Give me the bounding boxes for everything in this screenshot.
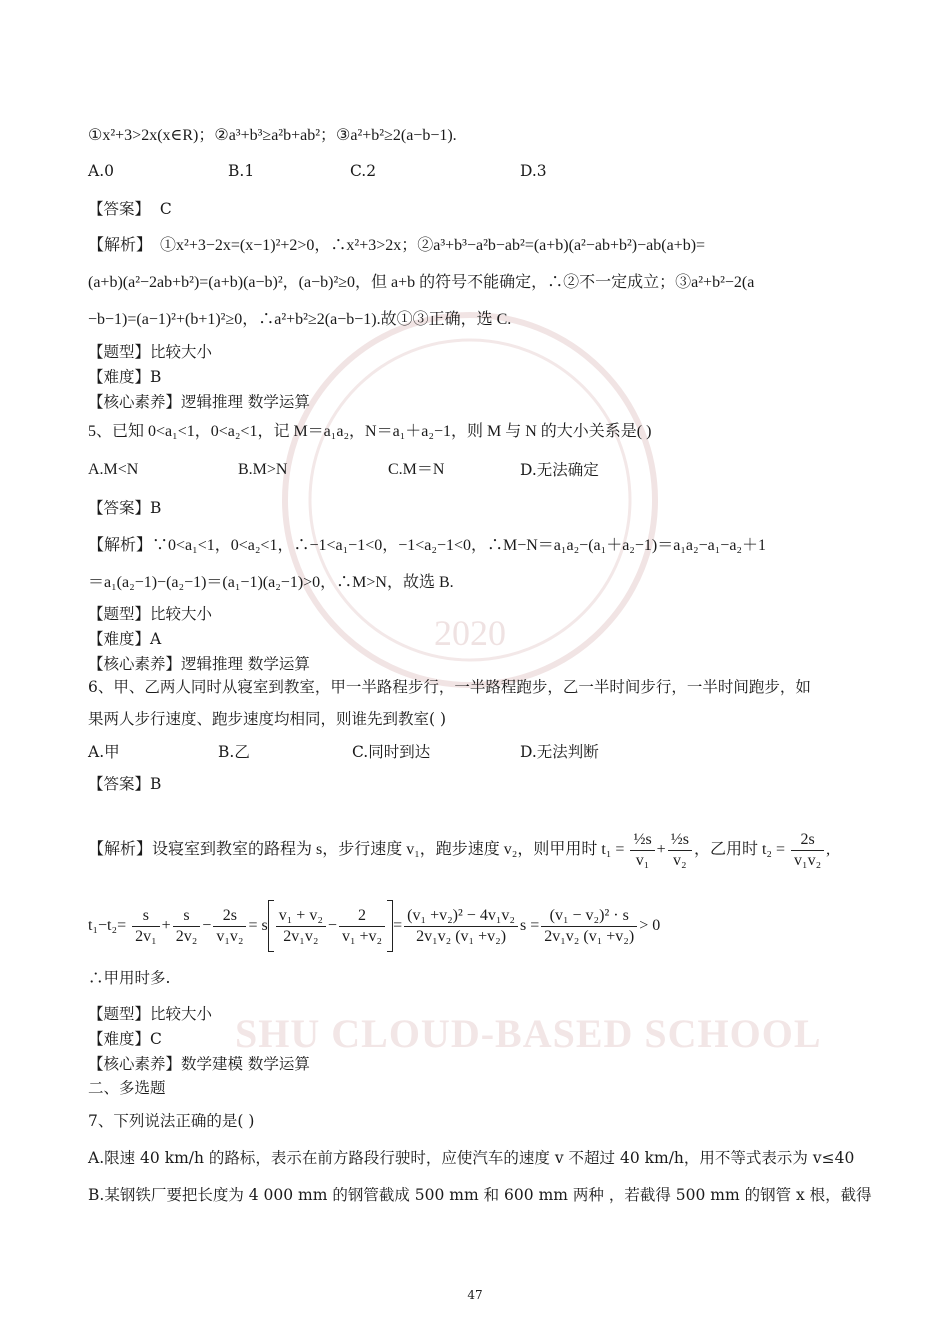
q5-option-c: C.M＝N [388,461,445,478]
watermark-school: SHU CLOUD-BASED SCHOOL [235,1011,822,1056]
q6-solution-line1: 【解析】设寝室到教室的路程为 s，步行速度 v₁，跑步速度 v₂，则甲用时 t₁ = $\frac{\text{½s}}{\text{v₁}}$ + $\frac{\text{½s}}{\text{v₂}}$ ，乙用时 t₂ = $\frac{2s}{\text{v₁v₂}}$ , [88,830,831,869]
q5-difficulty: 【难度】A [88,630,162,648]
q6-answer: 【答案】B [88,775,162,793]
q6-option-a: A.甲 [88,743,120,761]
t1-frac-1: $\frac{\text{½s}}{\text{v₁}}$ [630,830,654,871]
q6-derivation: t₁−t₂= $\frac{s}{\text{2v₁}}$ + $\frac{s}{\text{2v₂}}$ − $\frac{2s}{\text{v₁v₂}}$ = s $\frac{\text{v₁ + v₂}}{\text{2v₁v₂}}$ − $\frac{2}{\text{v₁ +v₂}}$ = $\frac{\text{(v₁ +v₂)² − 4v₁v₂}}{\text{2v₁v₂ (v₁ +v₂)}}$ s = $\frac{\text{(v₁ − v₂)² · s}}{\text{2v₁v₂ (v₁ +v₂)}}$ > 0 [88,898,660,954]
t1-frac-2: $\frac{\text{½s}}{\text{v₂}}$ [668,830,692,871]
t2-frac: $\frac{2s}{\text{v₁v₂}}$ [791,830,824,871]
q6-type: 【题型】比较大小 [88,1005,213,1023]
q6-stem-line2: 果两人步行速度、跑步速度均相同，则谁先到教室( ) [88,710,447,728]
q4-core: 【核心素养】逻辑推理 数学运算 [88,393,310,411]
q5-solution-line1: 【解析】∵0<a₁<1，0<a₂<1，∴−1<a₁−1<0，−1<a₂−1<0，∴M−N＝a₁a₂−(a₁＋a₂−1)＝a₁a₂−a₁−a₂＋1 [88,537,766,554]
q6-option-b: B.乙 [218,743,250,761]
q4-difficulty: 【难度】B [88,368,162,386]
q4-option-a: A.0 [88,162,114,180]
q4-option-d: D.3 [520,162,547,180]
q6-option-d: D.无法判断 [520,743,599,761]
q4-option-b: B.1 [228,162,255,180]
q6-option-c: C.同时到达 [352,743,431,761]
page-number: 47 [467,1288,483,1302]
q4-option-c: C.2 [350,162,377,180]
q6-difficulty: 【难度】C [88,1030,162,1048]
q5-type: 【题型】比较大小 [88,605,213,623]
q6-conclusion: ∴甲用时多. [88,969,171,987]
q6-stem-line1: 6、甲、乙两人同时从寝室到教室，甲一半路程步行，一半路程跑步，乙一半时间步行，一半时间跑步，如 [88,678,811,696]
q5-answer: 【答案】B [88,499,162,517]
q4-statements: ①x²+3>2x(x∈R)；②a³+b³≥a²b+ab²；③a²+b²≥2(a−b−1). [88,127,457,144]
q7-option-b: B.某钢铁厂要把长度为 4 000 mm 的钢管截成 500 mm 和 600 mm 两种 ，若截得 500 mm 的钢管 x 根，截得 [88,1186,872,1204]
watermark-seal [270,300,670,700]
q5-option-a: A.M<N [88,461,139,478]
q4-solution-line2: (a+b)(a²−2ab+b²)=(a+b)(a−b)²，(a−b)²≥0，但 a+b 的符号不能确定，∴②不一定成立；③a²+b²−2(a [88,274,755,291]
q4-answer: 【答案】 C [88,200,172,218]
q5-solution-line2: ＝a₁(a₂−1)−(a₂−1)＝(a₁−1)(a₂−1)>0，∴M>N，故选 B. [88,574,454,591]
q4-type: 【题型】比较大小 [88,343,213,361]
section-heading: 二、多选题 [88,1079,166,1097]
q5-stem: 5、已知 0<a₁<1，0<a₂<1，记 M＝a₁a₂，N＝a₁＋a₂−1，则 M 与 N 的大小关系是( ) [88,423,652,440]
q4-solution-line3: −b−1)=(a−1)²+(b+1)²≥0，∴a²+b²≥2(a−b−1).故①③正确，选 C. [88,311,512,328]
watermark-year: 2020 [434,613,506,653]
q4-solution-line1: 【解析】 ①x²+3−2x=(x−1)²+2>0，∴x²+3>2x；②a³+b³−a²b−ab²=(a+b)(a²−ab+b²)−ab(a+b)= [88,237,706,254]
q6-core: 【核心素养】数学建模 数学运算 [88,1055,310,1073]
q5-option-d: D.无法确定 [520,461,599,479]
q5-option-b: B.M>N [238,461,288,478]
q5-core: 【核心素养】逻辑推理 数学运算 [88,655,310,673]
q7-option-a: A.限速 40 km/h 的路标，表示在前方路段行驶时，应使汽车的速度 v 不超过 40 km/h，用不等式表示为 v≤40 [88,1149,855,1167]
q7-stem: 7、下列说法正确的是( ) [88,1112,255,1130]
